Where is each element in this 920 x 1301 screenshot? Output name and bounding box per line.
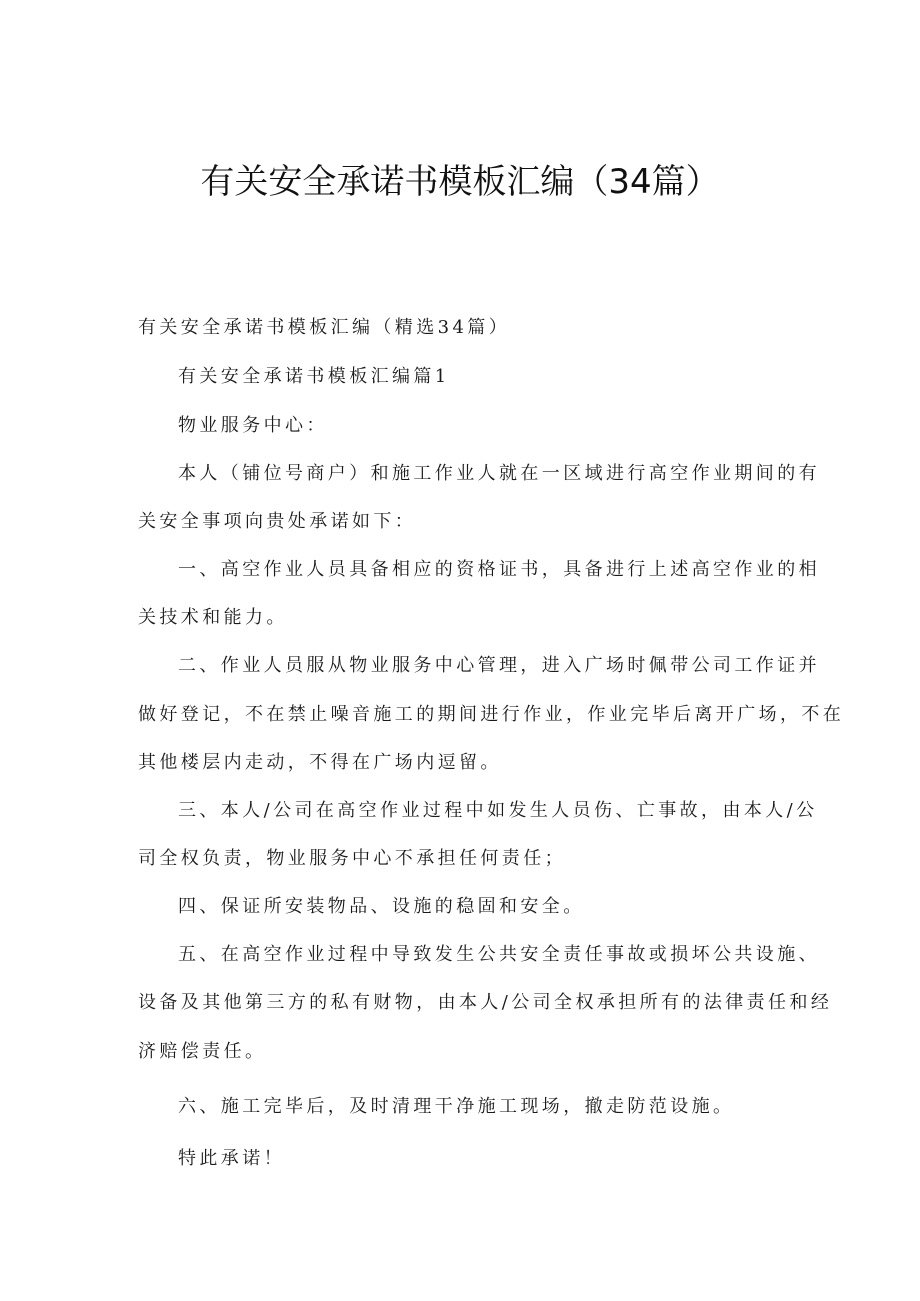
paragraph-line: 济赔偿责任。 [138, 1041, 267, 1062]
paragraph-line: 关技术和能力。 [138, 607, 288, 628]
addressee: 物业服务中心： [178, 415, 328, 436]
paragraph-line: 司全权负责，物业服务中心不承担任何责任； [138, 848, 566, 869]
paragraph-line: 二、作业人员服从物业服务中心管理，进入广场时佩带公司工作证并 [178, 655, 820, 676]
paragraph-line: 六、施工完毕后，及时清理干净施工现场，撤走防范设施。 [178, 1096, 735, 1117]
document-subtitle: 有关安全承诺书模板汇编（精选34篇） [138, 317, 511, 338]
paragraph-line: 本人（铺位号商户）和施工作业人就在一区域进行高空作业期间的有 [178, 463, 820, 484]
section-heading: 有关安全承诺书模板汇编篇1 [178, 366, 450, 387]
paragraph-line: 三、本人/公司在高空作业过程中如发生人员伤、亡事故，由本人/公 [178, 800, 818, 821]
paragraph-line: 四、保证所安装物品、设施的稳固和安全。 [178, 896, 585, 917]
paragraph-line: 设备及其他第三方的私有财物，由本人/公司全权承担所有的法律责任和经 [138, 992, 833, 1013]
paragraph-line: 关安全事项向贵处承诺如下： [138, 511, 417, 532]
paragraph-line: 做好登记，不在禁止噪音施工的期间进行作业，作业完毕后离开广场，不在 [138, 704, 845, 725]
document-title: 有关安全承诺书模板汇编（34篇） [200, 162, 720, 202]
paragraph-line: 其他楼层内走动，不得在广场内逗留。 [138, 752, 502, 773]
closing-line: 特此承诺！ [178, 1148, 285, 1169]
paragraph-line: 一、高空作业人员具备相应的资格证书，具备进行上述高空作业的相 [178, 559, 820, 580]
paragraph-line: 五、在高空作业过程中导致发生公共安全责任事故或损坏公共设施、 [178, 944, 820, 965]
